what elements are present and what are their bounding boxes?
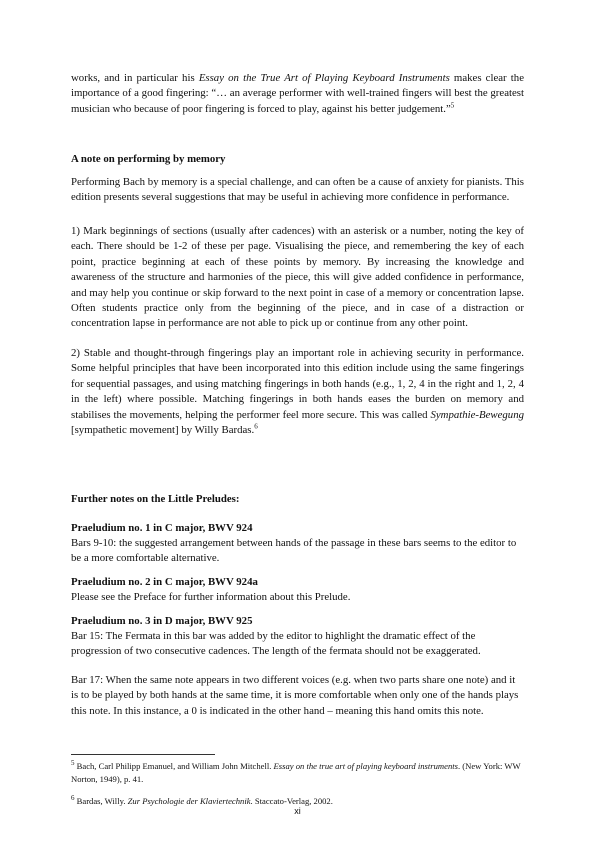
essay-title: Essay on the True Art of Playing Keyboard Instruments bbox=[198, 72, 450, 84]
footnote-5: $^5$ Bach, Carl Philipp Emanuel, and William John Mitchell. Essay on the true art of playing keyboard instruments. (New York: WW Norton, 1949), p. 41. bbox=[71, 759, 521, 784]
memory-heading: A note on performing by memory bbox=[71, 153, 226, 165]
intro-paragraph: works, and in particular his Essay on the True Art of Playing Keyboard Instruments makes clear the importance of a good fingering: “… an average performer with well-trained fingers will best the greatest musician who because of poor fingering is forced to play, against his better judgement.”$^5$ bbox=[71, 72, 524, 115]
prelude-2-text: Please see the Preface for further information about this Prelude. bbox=[71, 591, 351, 603]
footnote-ref-5: 5 bbox=[450, 101, 455, 110]
prelude-1-text: Bars 9-10: the suggested arrangement between hands of the passage in these bars seems to the editor to be a more comfortable alternative. bbox=[71, 537, 517, 565]
prelude-3-text: Bar 15: The Fermata in this bar was added by the editor to highlight the dramatic effect of the progression of two consecutive cadences. The length of the fermata should not be exaggerated. bbox=[71, 630, 481, 658]
prelude-2-title: Praeludium no. 2 in C major, BWV 924a bbox=[71, 576, 258, 588]
footnote-6: $^6$ Bardas, Willy. Zur Psychologie der Klaviertechnik. Staccato-Verlag, 2002. bbox=[71, 794, 333, 806]
further-notes-heading: Further notes on the Little Preludes: bbox=[71, 493, 240, 505]
prelude-1-title: Praeludium no. 1 in C major, BWV 924 bbox=[71, 522, 253, 534]
footnote-separator bbox=[71, 754, 215, 755]
memory-paragraph-1: Performing Bach by memory is a special challenge, and can often be a cause of anxiety for pianists. This edition presents several suggestions that may be useful in achieving more confidence in performance. bbox=[71, 176, 524, 204]
prelude-3-text-2: Bar 17: When the same note appears in two different voices (e.g. when two parts share one note) and it is to be played by both hands at the same time, it is more comfortable when only one of the hands plays this note. In this instance, a 0 is indicated in the other hand – meaning this hand omits this note. bbox=[71, 674, 519, 717]
prelude-3-title: Praeludium no. 3 in D major, BWV 925 bbox=[71, 615, 253, 627]
memory-paragraph-3: 2) Stable and thought-through fingerings play an important role in achieving security in performance. Some helpful principles that have been incorporated into this edition include using the same fingerings for sequential passages, and using matching fingerings in both hands (e.g., 1, 2, 4 in the right and 1, 2, 4 in the left) where possible. Matching fingerings in both hands eases the burden on memory and stabilises the movements, helping the performer feel more secure. This was called Sympathie-Bewegung [sympathetic movement] by Willy Bardas.$^6$ bbox=[71, 347, 524, 437]
footnote-ref-6: 6 bbox=[254, 422, 258, 431]
page-number: xi bbox=[294, 806, 301, 816]
memory-paragraph-2: 1) Mark beginnings of sections (usually after cadences) with an asterisk or a number, noting the key of each. There should be 1-2 of these per page. Visualising the piece, and remembering the key of each point, practice beginning at each of these points by memory. By increasing the knowledge and awareness of the structure and harmonies of the piece, this will give added confidence in performance, and may help you continue or skip forward to the next point in case of a memory or concentration lapse. Often students practice only from the beginning of the piece, and in case of a distraction or concentration lapse in performance are not able to pick up or continue from any other point. bbox=[71, 225, 524, 330]
